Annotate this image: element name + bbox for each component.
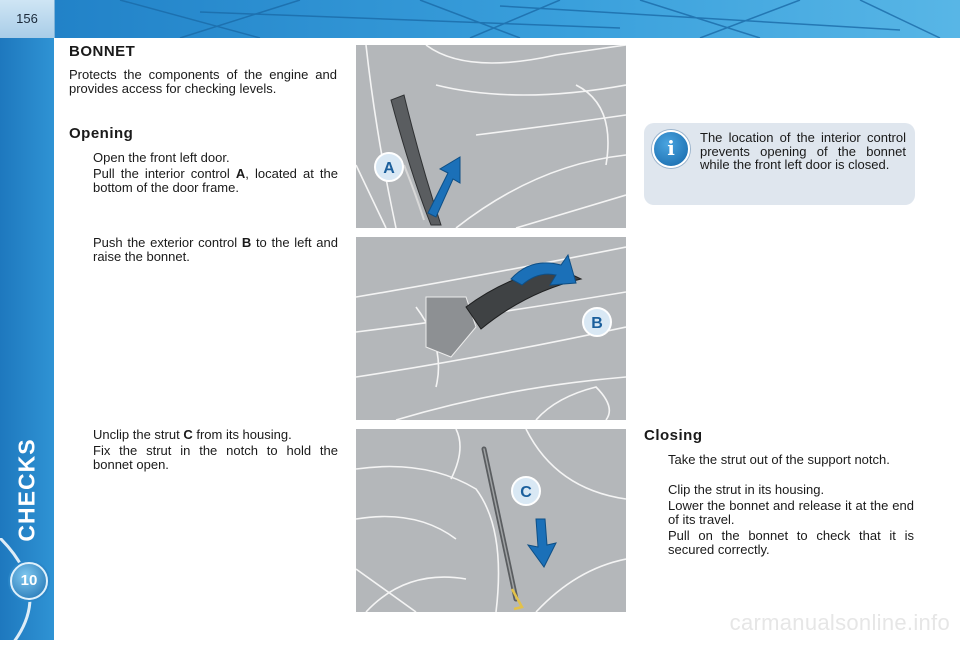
label-a: A bbox=[383, 160, 395, 177]
strut-drawing bbox=[356, 429, 626, 612]
illustration-strut bbox=[356, 429, 626, 612]
info-text: The location of the interior control prevents opening of the bonnet while the front left door is closed. bbox=[700, 130, 906, 172]
page-number-box bbox=[0, 0, 55, 38]
label-c: C bbox=[520, 484, 532, 501]
intro-text: Protects the components of the engine and provides access for checking levels. bbox=[69, 67, 337, 96]
watermark: carmanualsonline.info bbox=[729, 610, 950, 635]
interior-control-drawing bbox=[356, 45, 626, 228]
illustration-interior-control bbox=[356, 45, 626, 228]
info-icon: i bbox=[652, 130, 690, 168]
opening-title: Opening bbox=[69, 125, 134, 142]
exterior-control-drawing bbox=[356, 237, 626, 420]
header-band bbox=[0, 0, 960, 38]
chapter-title: CHECKS bbox=[13, 438, 40, 542]
closing-title: Closing bbox=[644, 427, 703, 444]
label-b: B bbox=[591, 315, 603, 332]
section-title: BONNET bbox=[69, 43, 136, 60]
header-pattern bbox=[0, 0, 960, 38]
chapter-number-badge: 10 bbox=[10, 562, 48, 600]
page-number: 156 bbox=[16, 11, 38, 26]
illustration-exterior-control bbox=[356, 237, 626, 420]
